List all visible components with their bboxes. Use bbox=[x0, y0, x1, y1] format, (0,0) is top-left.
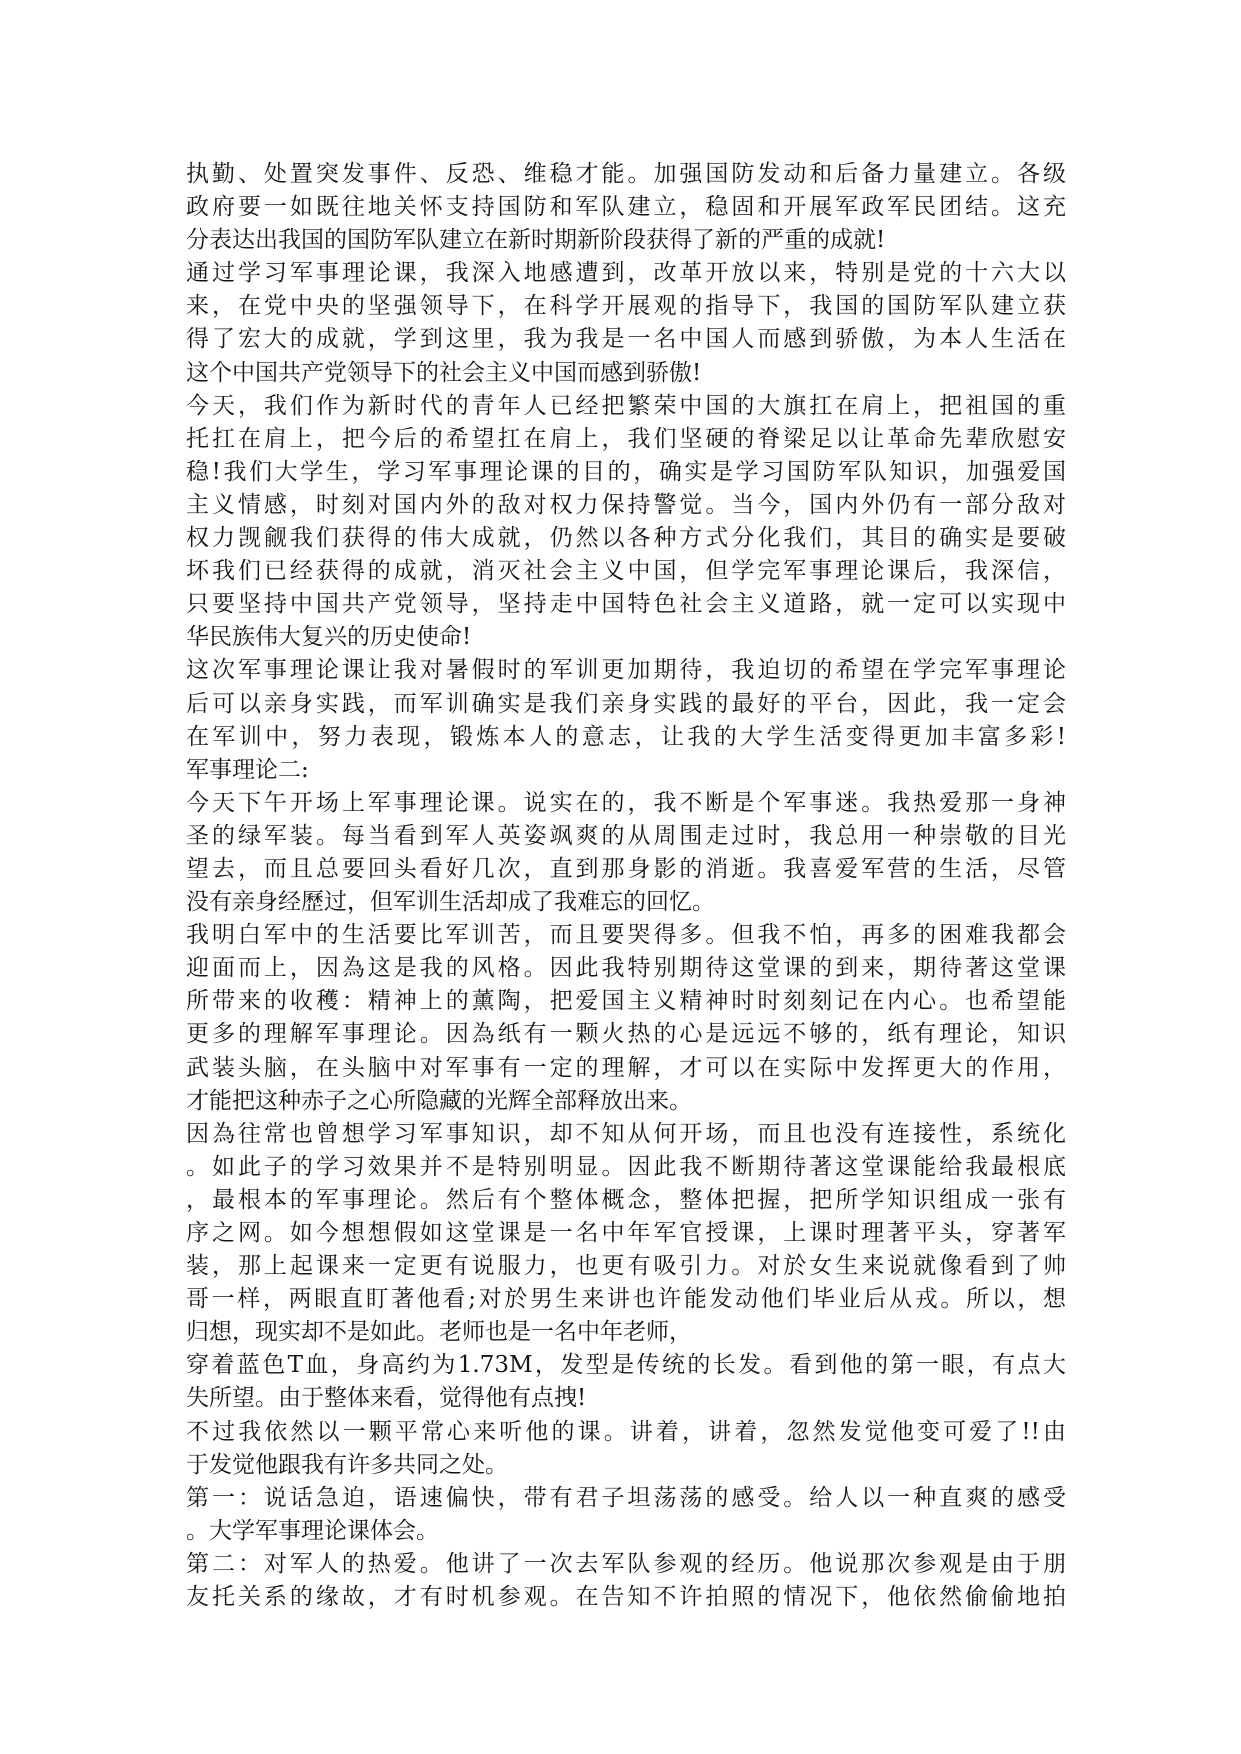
text-line: 今天下午开场上军事理论课。说实在的，我不断是个军事迷。我热爱那一身神 bbox=[186, 789, 1066, 816]
text-line: 因為往常也曾想学习军事知识，却不知从何开场，而且也没有连接性，系统化 bbox=[186, 1120, 1066, 1147]
text-line: 圣的绿军装。每当看到军人英姿飒爽的从周围走过时，我总用一种崇敬的目光 bbox=[186, 822, 1066, 849]
text-line: 后可以亲身实践，而军训确实是我们亲身实践的最好的平台，因此，我一定会 bbox=[186, 690, 1066, 717]
text-line: 才能把这种赤子之心所隐藏的光辉全部释放出来。 bbox=[186, 1087, 692, 1114]
text-line: 更多的理解军事理论。因為纸有一颗火热的心是远远不够的，纸有理论，知识 bbox=[186, 1021, 1066, 1048]
text-line: ，最根本的军事理论。然后有个整体概念，整体把握，把所学知识组成一张有 bbox=[186, 1186, 1066, 1213]
text-line: 望去，而且总要回头看好几次，直到那身影的消逝。我喜爱军营的生活，尽管 bbox=[186, 855, 1066, 882]
text-line: 通过学习军事理论课，我深入地感遭到，改革开放以来，特别是党的十六大以 bbox=[186, 260, 1066, 287]
text-line: 第一：说话急迫，语速偏快，带有君子坦荡荡的感受。给人以一种直爽的感受 bbox=[186, 1484, 1066, 1511]
text-line: 政府要一如既往地关怀支持国防和军队建立，稳固和开展军政军民团结。这充 bbox=[186, 194, 1066, 221]
text-line: 权力觊觎我们获得的伟大成就，仍然以各种方式分化我们，其目的确实是要破 bbox=[186, 525, 1066, 552]
text-line: 装，那上起课来一定更有说服力，也更有吸引力。对於女生来说就像看到了帅 bbox=[186, 1253, 1066, 1280]
text-line: 这个中国共产党领导下的社会主义中国而感到骄傲! bbox=[186, 359, 702, 386]
text-line: 所带来的收穫：精神上的薰陶，把爱国主义精神时时刻刻记在内心。也希望能 bbox=[186, 988, 1066, 1015]
text-line: 稳!我们大学生，学习军事理论课的目的，确实是学习国防军队知识，加强爱国 bbox=[186, 458, 1066, 485]
text-line: 序之网。如今想想假如这堂课是一名中年军官授课，上课时理著平头，穿著军 bbox=[186, 1220, 1066, 1246]
text-line: 华民族伟大复兴的历史使命! bbox=[186, 624, 472, 651]
text-line: 穿着蓝色T血，身高约为1.73M，发型是传统的长发。看到他的第一眼，有点大 bbox=[186, 1352, 1066, 1379]
text-line: 于发觉他跟我有许多共同之处。 bbox=[186, 1451, 508, 1478]
text-line: 迎面而上，因為这是我的风格。因此我特别期待这堂课的到来，期待著这堂课 bbox=[186, 955, 1066, 982]
text-line: 武装头脑，在头脑中对军事有一定的理解，才可以在实际中发挥更大的作用， bbox=[186, 1054, 1066, 1081]
text-line: 执勤、处置突发事件、反恐、维稳才能。加强国防发动和后备力量建立。各级 bbox=[186, 161, 1066, 187]
text-line: 没有亲身经歷过，但军训生活却成了我难忘的回忆。 bbox=[186, 889, 715, 916]
text-line: 军事理论二: bbox=[186, 756, 309, 783]
text-line: 得了宏大的成就，学到这里，我为我是一名中国人而感到骄傲，为本人生活在 bbox=[186, 326, 1066, 353]
text-line: 这次军事理论课让我对暑假时的军训更加期待，我迫切的希望在学完军事理论 bbox=[186, 657, 1066, 684]
text-line: 坏我们已经获得的成就，消灭社会主义中国，但学完军事理论课后，我深信， bbox=[186, 558, 1066, 585]
text-line: 托扛在肩上，把今后的希望扛在肩上，我们坚硬的脊梁足以让革命先辈欣慰安 bbox=[186, 425, 1066, 452]
text-line: 友托关系的缘故，才有时机参观。在告知不许拍照的情况下，他依然偷偷地拍 bbox=[186, 1584, 1066, 1611]
text-line: 分表达出我国的国防军队建立在新时期新阶段获得了新的严重的成就! bbox=[186, 227, 886, 254]
document-body bbox=[186, 158, 1066, 1614]
text-line: 失所望。由于整体来看，觉得他有点拽! bbox=[186, 1385, 587, 1412]
text-line: 。大学军事理论课体会。 bbox=[186, 1517, 439, 1544]
text-line: 归想，现实却不是如此。老师也是一名中年老师， bbox=[186, 1319, 692, 1346]
text-line: 主义情感，时刻对国内外的敌对权力保持警觉。当今，国内外仍有一部分敌对 bbox=[186, 491, 1066, 518]
text-line: 来，在党中央的坚强领导下，在科学开展观的指导下，我国的国防军队建立获 bbox=[186, 293, 1066, 320]
text-line: 只要坚持中国共产党领导，坚持走中国特色社会主义道路，就一定可以实现中 bbox=[186, 591, 1066, 618]
text-line: 今天，我们作为新时代的青年人已经把繁荣中国的大旗扛在肩上，把祖国的重 bbox=[186, 392, 1066, 419]
text-line: 在军训中，努力表现，锻炼本人的意志，让我的大学生活变得更加丰富多彩! bbox=[186, 723, 1066, 750]
text-line: 哥一样，两眼直盯著他看;对於男生来讲也许能发动他们毕业后从戎。所以，想 bbox=[186, 1286, 1066, 1313]
text-line: 。如此子的学习效果并不是特别明显。因此我不断期待著这堂课能给我最根底 bbox=[186, 1153, 1066, 1180]
text-line: 第二：对军人的热爱。他讲了一次去军队参观的经历。他说那次参观是由于朋 bbox=[186, 1550, 1066, 1577]
text-line: 不过我依然以一颗平常心来听他的课。讲着，讲着，忽然发觉他变可爱了!!由 bbox=[186, 1418, 1066, 1445]
text-line: 我明白军中的生活要比军训苦，而且要哭得多。但我不怕，再多的困难我都会 bbox=[186, 922, 1066, 949]
